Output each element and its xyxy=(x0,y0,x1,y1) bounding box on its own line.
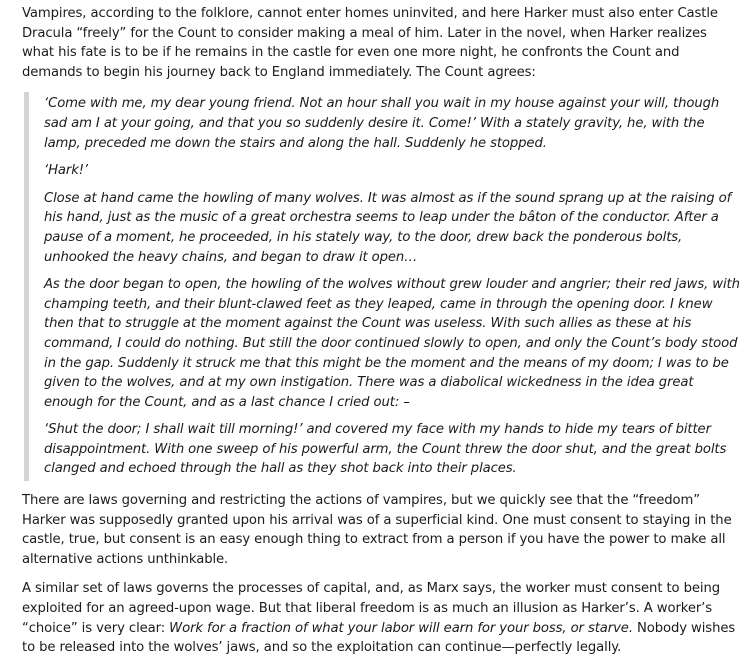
quote-paragraph-5: ‘Shut the door; I shall wait till morning!’ and covered my face with my hands to hide my tears of bitter disappointment. With one sweep of his powerful arm, the Count threw the door shut, and the great bolts clanged and echoed through the hall as they shot back into their places. xyxy=(44,422,727,477)
dracula-quote xyxy=(24,92,742,481)
intro-paragraph: Vampires, according to the folklore, cannot enter homes uninvited, and here Harker must also enter Castle Dracula “freely” for the Count to consider making a meal of him. Later in the novel, when Harker realizes what his fate is to be if he remains in the castle for even one more night, he confronts the Count and demands to begin his journey back to England immediately. The Count agrees: xyxy=(22,6,718,80)
quote-paragraph-4: As the door began to open, the howling of the wolves without grew louder and angrier; their red jaws, with champing teeth, and their blunt-clawed feet as they leaped, came in through the opening door. I knew then that to struggle at the moment against the Count was useless. With such allies as these at his command, I could do nothing. But still the door continued slowly to open, and only the Count’s body stood in the gap. Suddenly it struck me that this might be the moment and the means of my doom; I was to be given to the wolves, and at my own instigation. There was a diabolical wickedness in the idea great enough for the Count, and as a last chance I cried out: – xyxy=(44,277,740,410)
closing-text-start: A similar set of laws governs the processes of capital, and, as Marx says, the worker must consent to being exploited for an agreed-upon wage. But that liberal freedom is as much an illusion as Harker’s. A worker’s “choice” is very clear: xyxy=(22,581,720,636)
quote-paragraph-3: Close at hand came the howling of many wolves. It was almost as if the sound sprang up at the raising of his hand, just as the music of a great orchestra seems to leap under the bâton of the conductor. After a pause of a moment, he proceeded, in his stately way, to the door, drew back the ponderous bolts, unhooked the heavy chains, and began to draw it open… xyxy=(44,190,732,265)
quote-paragraph-2: ‘Hark!’ xyxy=(44,163,89,179)
closing-text-end: Nobody wishes to be released into the wolves’ jaws, and so the exploitation can continue—perfectly legally. xyxy=(22,620,736,656)
closing-emphasis: Work for a fraction of what your labor will earn for your boss, or starve. xyxy=(169,620,633,636)
closing-paragraph xyxy=(22,579,742,657)
quote-paragraph-1: ‘Come with me, my dear young friend. Not an hour shall you wait in my house against your will, though sad am I at your going, and that you so suddenly desire it. Come!’ With a stately gravity, he, with the lamp, preceded me down the stairs and along the hall. Suddenly he stopped. xyxy=(44,96,720,151)
analysis-paragraph: There are laws governing and restricting the actions of vampires, but we quickly see that the “freedom” Harker was supposedly granted upon his arrival was of a superficial kind. One must consent to staying in the castle, true, but consent is an easy enough thing to extract from a person if you have the power to make all alternative actions unthinkable. xyxy=(22,493,732,567)
